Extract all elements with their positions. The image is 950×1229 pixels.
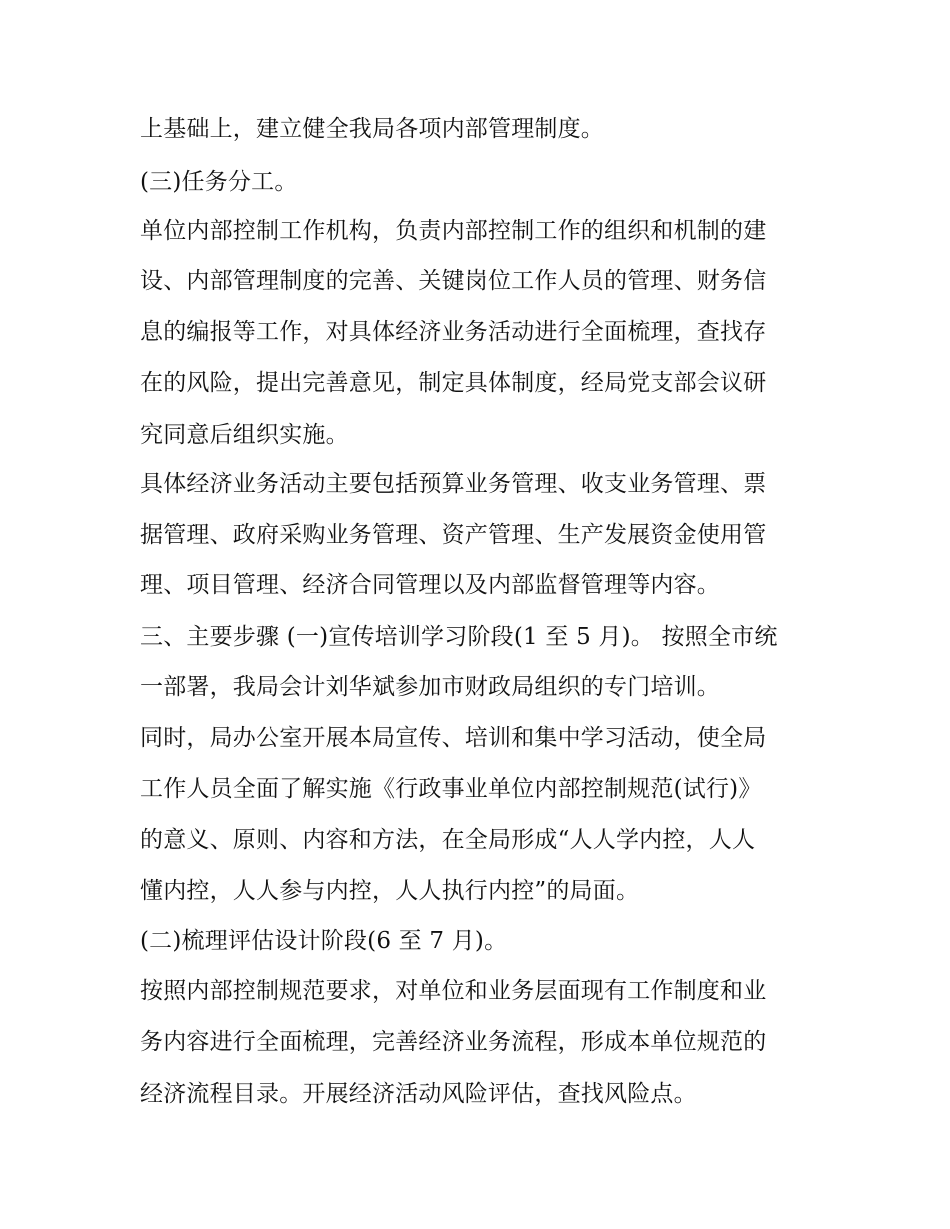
text-line: 一部署，我局会计刘华斌参加市财政局组织的专门培训。: [140, 674, 720, 700]
text-line: 按照内部控制规范要求，对单位和业务层面现有工作制度和业: [140, 978, 767, 1004]
text-line: 务内容进行全面梳理，完善经济业务流程，形成本单位规范的: [140, 1029, 767, 1055]
text-line: 同时，局办公室开展本局宣传、培训和集中学习活动，使全局: [140, 725, 767, 751]
text-line: 息的编报等工作，对具体经济业务活动进行全面梳理，查找存: [140, 319, 767, 345]
text-line: 上基础上，建立健全我局各项内部管理制度。: [140, 116, 604, 142]
section-heading: (三)任务分工。: [140, 169, 298, 195]
text-line: 的意义、原则、内容和方法，在全局形成“人人学内控，人人: [140, 827, 756, 853]
text-line: 据管理、政府采购业务管理、资产管理、生产发展资金使用管: [140, 522, 767, 548]
text-line: 具体经济业务活动主要包括预算业务管理、收支业务管理、票: [140, 471, 767, 497]
text-line: 究同意后组织实施。: [140, 422, 349, 448]
section-heading: 三、主要步骤 (一)宣传培训学习阶段(1 至 5 月)。 按照全市统: [140, 624, 778, 650]
text-line: 懂内控，人人参与内控，人人执行内控”的局面。: [140, 878, 640, 904]
text-line: 工作人员全面了解实施《行政事业单位内部控制规范(试行)》: [140, 776, 762, 802]
text-line: 在的风险，提出完善意见，制定具体制度，经局党支部会议研: [140, 370, 767, 396]
section-heading: (二)梳理评估设计阶段(6 至 7 月)。: [140, 928, 508, 954]
text-line: 单位内部控制工作机构，负责内部控制工作的组织和机制的建: [140, 218, 767, 244]
text-line: 理、项目管理、经济合同管理以及内部监督管理等内容。: [140, 572, 720, 598]
text-line: 经济流程目录。开展经济活动风险评估，查找风险点。: [140, 1081, 697, 1107]
text-line: 设、内部管理制度的完善、关键岗位工作人员的管理、财务信: [140, 268, 767, 294]
